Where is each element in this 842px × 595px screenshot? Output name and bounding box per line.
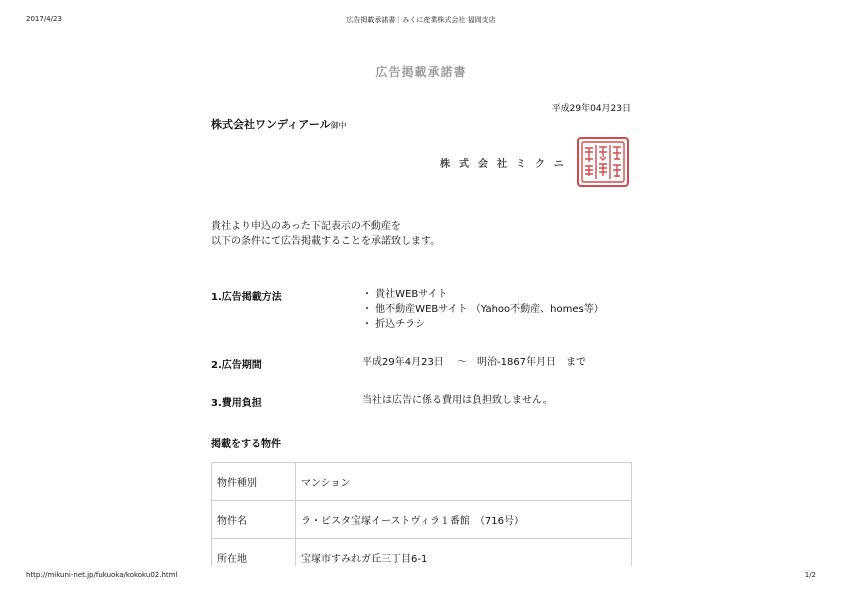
section-title-method: 1.広告掲載方法 xyxy=(211,292,282,303)
recipient-honorific: 御中 xyxy=(330,121,347,130)
recipient-name: 株式会社ワンディアール xyxy=(211,118,331,131)
print-page-number: 1/2 xyxy=(804,571,816,579)
company-seal xyxy=(577,137,629,187)
property-table xyxy=(211,462,632,577)
intro-line-2: 以下の条件にて広告掲載することを承諾致します。 xyxy=(211,236,441,247)
intro-line-1: 貴社より申込のあった下記表示の不動産を xyxy=(211,221,401,232)
seal-graphic xyxy=(579,139,627,185)
issuer-company: 株式会社ミクニ xyxy=(440,159,573,170)
property-value: マンション xyxy=(296,463,632,501)
section-title-cost: 3.費用負担 xyxy=(211,398,262,409)
print-date: 2017/4/23 xyxy=(26,15,62,23)
property-label: 所在地 xyxy=(212,539,296,577)
section-title-period: 2.広告期間 xyxy=(211,360,262,371)
property-value: ラ・ビスタ宝塚イーストヴィラ１番館 （716号） xyxy=(296,501,632,539)
list-item: ・ 貴社WEBサイト xyxy=(362,289,448,300)
list-item: ・ 折込チラシ xyxy=(362,319,426,330)
property-value: 宝塚市すみれガ丘三丁目6-1 xyxy=(296,539,632,577)
print-url: http://mikuni-net.jp/fukuoka/kokoku02.html xyxy=(26,571,178,579)
table-row xyxy=(212,463,632,501)
intro-text xyxy=(211,219,440,249)
list-item: ・ 他不動産WEBサイト （Yahoo不動産、homes等） xyxy=(362,304,604,315)
document-date: 平成29年04月23日 xyxy=(551,104,631,114)
section-body-cost: 当社は広告に係る費用は負担致しません。 xyxy=(362,395,553,406)
document-title: 広告掲載承諾書 xyxy=(375,65,467,79)
print-page-title: 広告掲載承諾書｜みくに産業株式会社 福岡支店 xyxy=(346,16,496,24)
property-label: 物件名 xyxy=(212,501,296,539)
recipient xyxy=(211,116,347,132)
section-body-period: 平成29年4月23日 ～ 明治-1867年月日 まで xyxy=(362,357,587,368)
table-row xyxy=(212,501,632,539)
section-body-method xyxy=(362,287,604,332)
property-label: 物件種別 xyxy=(212,463,296,501)
property-title: 掲載をする物件 xyxy=(211,439,281,450)
